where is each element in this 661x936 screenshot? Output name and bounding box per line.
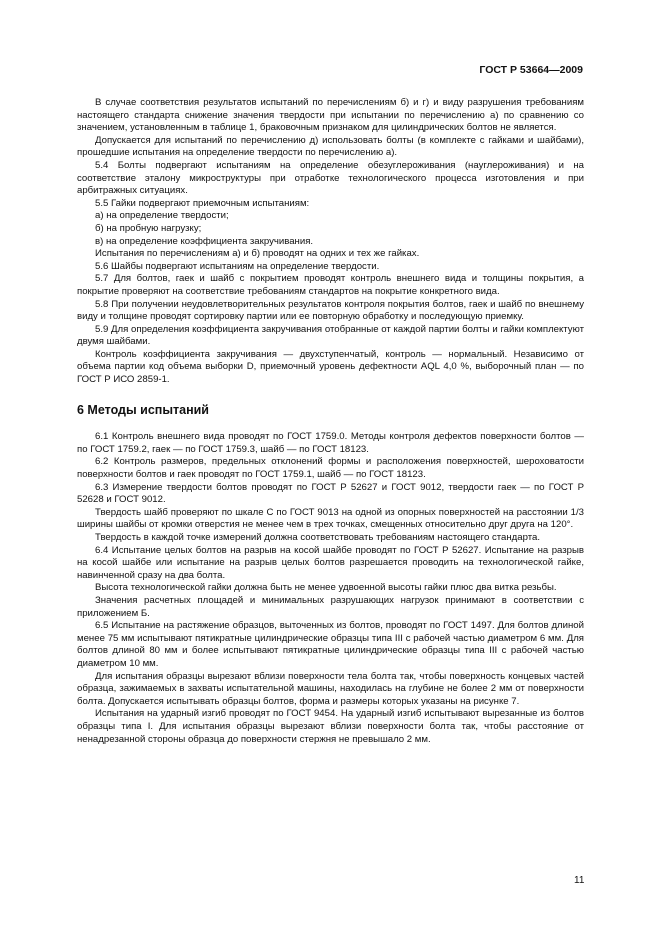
paragraph: В случае соответствия результатов испытаний по перечислениям б) и г) и виду разрушения требованиям настоящего стандарта снижение значения твердости при испытании по перечислению а) по сравнению со значением, установленным в таблице 1, браковочным признаком для цилиндрических болтов не является. <box>77 97 584 134</box>
paragraph: 6.2 Контроль размеров, предельных отклонений формы и расположения поверхностей, шероховатости поверхности болтов и гаек проводят по ГОСТ 1759.1, шайб — по ГОСТ 18123. <box>77 456 584 481</box>
paragraph: в) на определение коэффициента закручивания. <box>95 235 314 247</box>
paragraph: 6.4 Испытание целых болтов на разрыв на косой шайбе проводят по ГОСТ Р 52627. Испытание на разрыв на косой шайбе или испытание на разрыв целых болтов разрешается проводить на технологической гайке, навинченной сразу на два болта. <box>77 544 584 581</box>
paragraph: 5.8 При получении неудовлетворительных результатов контроля покрытия болтов, гаек и шайб по внешнему виду и толщине проводят сортировку партии или ее повторную обработку и последующую приемку. <box>77 298 584 323</box>
page-body <box>77 97 584 746</box>
paragraph: Твердость шайб проверяют по шкале С по ГОСТ 9013 на одной из опорных поверхностей на расстоянии 1/3 ширины шайбы от кромки отверстия не менее чем в трех точках, смещенных относительно друг друга на 120°. <box>77 506 584 531</box>
paragraph: 5.5 Гайки подвергают приемочным испытаниям: <box>95 197 310 209</box>
document-header: ГОСТ Р 53664—2009 <box>479 64 583 76</box>
paragraph: 5.4 Болты подвергают испытаниям на определение обезуглероживания (науглероживания) и на соответствие эталону микроструктуры при отработке технологического процесса изготовления и при арбитражных ситуациях. <box>77 159 584 197</box>
paragraph: Значения расчетных площадей и минимальных разрушающих нагрузок принимают в соответствии с приложением Б. <box>77 594 584 619</box>
paragraph: а) на определение твердости; <box>95 210 229 222</box>
page-number: 11 <box>574 875 585 886</box>
paragraph: 5.9 Для определения коэффициента закручивания отобранные от каждой партии болты и гайки комплектуют двумя шайбами. <box>77 323 584 348</box>
paragraph: Твердость в каждой точке измерений должна соответствовать требованиям настоящего стандарта. <box>95 532 541 543</box>
paragraph: 6.1 Контроль внешнего вида проводят по ГОСТ 1759.0. Методы контроля дефектов поверхности болтов — по ГОСТ 1759.2, гаек — по ГОСТ 1759.3, шайб — по ГОСТ 18123. <box>77 431 584 455</box>
section-title: 6 Методы испытаний <box>77 402 209 417</box>
clauses-section-5 <box>77 97 584 387</box>
clauses-section-6 <box>77 431 584 746</box>
paragraph: Для испытания образцы вырезают вблизи поверхности тела болта так, чтобы поверхность концевых частей образца, зажимаемых в захваты испытательной машины, находилась на глубине не более 2 мм от поверхности болта. Допускается испытывать образцы болтов, форма и размеры которых указаны на рисунке 7. <box>77 670 584 707</box>
paragraph: Допускается для испытаний по перечислению д) использовать болты (в комплекте с гайками и шайбами), прошедшие испытания на определение твердости по перечислению а). <box>77 134 584 159</box>
paragraph: б) на пробную нагрузку; <box>95 222 202 234</box>
paragraph: Испытания по перечислениям а) и б) проводят на одних и тех же гайках. <box>95 248 420 260</box>
paragraph: Высота технологической гайки должна быть не менее удвоенной высоты гайки плюс два витка резьбы. <box>95 582 557 594</box>
paragraph: 6.5 Испытание на растяжение образцов, выточенных из болтов, проводят по ГОСТ 1497. Для болтов длиной менее 75 мм испытывают пятикратные цилиндрические образцы типа III с рабочей частью диаметром 6 мм. Для болтов длиной 80 мм и более испытывают пятикратные цилиндрические образцы типа III с рабочей частью диаметром 10 мм. <box>77 620 584 669</box>
paragraph: 5.6 Шайбы подвергают испытаниям на определение твердости. <box>95 260 380 272</box>
paragraph: 5.7 Для болтов, гаек и шайб с покрытием проводят контроль внешнего вида и толщины покрытия, а покрытие проверяют на соответствие требованиям стандартов на покрытие конкретного вида. <box>77 273 584 297</box>
paragraph: Контроль коэффициента закручивания — двухступенчатый, контроль — нормальный. Независимо от объема партии код объема выборки D, приемочный уровень дефектности AQL 4,0 %, выборочный план — по ГОСТ Р ИСО 2859-1. <box>77 348 584 386</box>
paragraph: Испытания на ударный изгиб проводят по ГОСТ 9454. На ударный изгиб испытывают вырезанные из болтов образцы типа I. Для испытания образцы вырезают вблизи поверхности болта так, чтобы расстояние от ненадрезанной стороны образца до поверхности стержня не превышало 2 мм. <box>77 708 584 745</box>
paragraph: 6.3 Измерение твердости болтов проводят по ГОСТ Р 52627 и ГОСТ 9012, твердости гаек — по ГОСТ Р 52628 и ГОСТ 9012. <box>77 481 584 506</box>
